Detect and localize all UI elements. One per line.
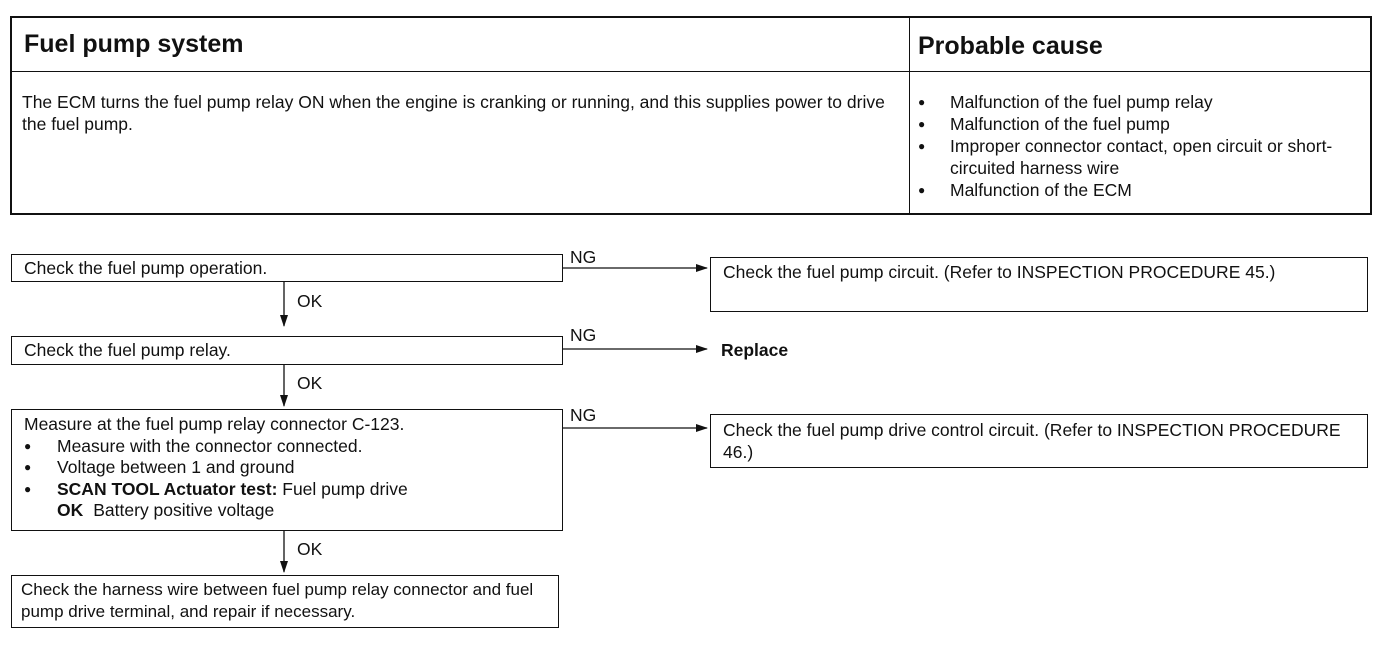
step-text: Check the fuel pump relay. <box>24 340 231 360</box>
ok-criteria-label: OK <box>57 500 84 520</box>
result-check-fuel-pump-circuit <box>710 257 1368 312</box>
result-check-drive-control-circuit <box>710 414 1368 468</box>
ok-label: OK <box>297 291 323 311</box>
step-measure-relay-connector <box>11 409 563 531</box>
step-check-fuel-pump-relay <box>11 336 563 365</box>
step-bullet: ● Voltage between 1 and ground <box>24 457 562 479</box>
ng-label: NG <box>570 405 597 425</box>
ok-label: OK <box>297 373 323 393</box>
result-replace: Replace <box>721 340 789 360</box>
step-check-harness-wire <box>11 575 559 628</box>
scan-tool-text: Fuel pump drive <box>277 478 408 499</box>
cause-item: ● Malfunction of the fuel pump relay <box>918 91 1368 113</box>
ng-label: NG <box>570 247 597 267</box>
system-title: Fuel pump system <box>24 30 244 58</box>
step-bullet <box>24 479 562 501</box>
step-check-fuel-pump-operation <box>11 254 563 282</box>
step-text: Check the harness wire between fuel pump relay connector and fuel pump drive terminal, and repair if necessary. <box>21 580 534 621</box>
ng-label: NG <box>570 325 597 345</box>
result-text: Check the fuel pump drive control circuit. (Refer to INSPECTION PROCEDURE 46.) <box>723 420 1341 462</box>
step-title: Measure at the fuel pump relay connector C-123. <box>24 414 405 434</box>
result-text: Check the fuel pump circuit. (Refer to INSPECTION PROCEDURE 45.) <box>723 262 1276 282</box>
ok-label: OK <box>297 539 323 559</box>
scan-tool-label: SCAN TOOL Actuator test: <box>57 478 278 499</box>
system-description: The ECM turns the fuel pump relay ON when the engine is cranking or running, and this supplies power to drive the fuel pump. <box>22 92 885 134</box>
probable-cause-title: Probable cause <box>918 32 1103 60</box>
ok-criteria-text: Battery positive voltage <box>93 500 275 520</box>
ok-criteria <box>24 500 562 522</box>
cause-item: ● Improper connector contact, open circuit or short-circuited harness wire <box>918 135 1368 179</box>
step-bullet: ● Measure with the connector connected. <box>24 436 562 458</box>
cause-item: ● Malfunction of the ECM <box>918 179 1368 201</box>
cause-item: ● Malfunction of the fuel pump <box>918 113 1368 135</box>
step-text: Check the fuel pump operation. <box>24 258 268 278</box>
